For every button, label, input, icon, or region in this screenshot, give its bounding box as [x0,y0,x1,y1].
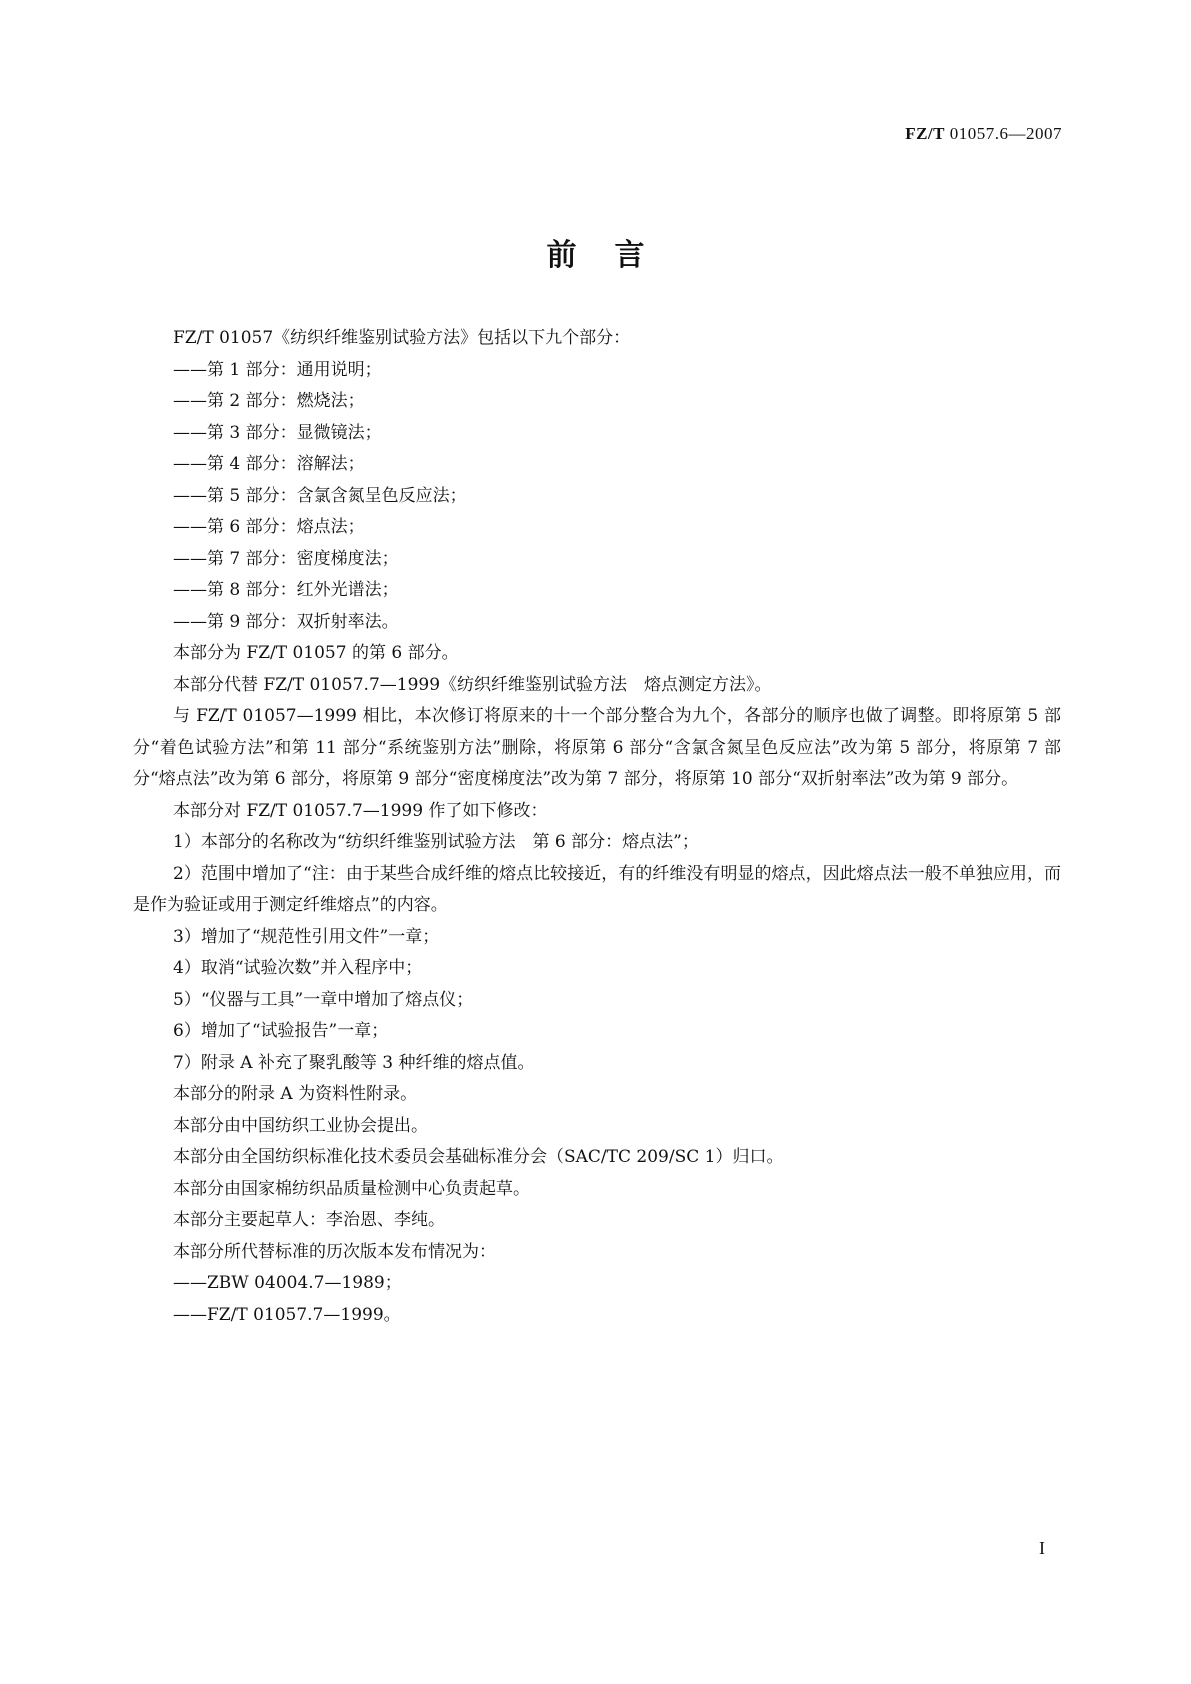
list-item-part-3: ——第 3 部分：显微镜法； [173,422,382,443]
list-item-part-2: ——第 2 部分：燃烧法； [173,391,365,411]
paragraph-proposer: 本部分由中国纺织工业协会提出。 [173,1115,428,1136]
list-item-part-9: ——第 9 部分：双折射率法。 [173,611,399,632]
paragraph-authors: 本部分主要起草人：李治恩、李纯。 [173,1210,445,1230]
paragraph-replaces: 本部分代替 FZ/T 01057.7—1999《纺织纤维鉴别试验方法 熔点测定方法》。 [173,674,772,695]
paragraph-drafter: 本部分由国家棉纺织品质量检测中心负责起草。 [173,1178,530,1199]
history-item-2: ——FZ/T 01057.7—1999。 [173,1304,401,1325]
modification-item-1: 1）本部分的名称改为“纺织纤维鉴别试验方法 第 6 部分：熔点法”； [173,832,699,852]
list-item-part-8: ——第 8 部分：红外光谱法； [173,580,399,600]
paragraph-modifications: 本部分对 FZ/T 01057.7—1999 作了如下修改： [173,800,548,821]
foreword-body [133,323,1061,1331]
list-item-part-4: ——第 4 部分：溶解法； [173,454,365,474]
document-code-prefix: FZ/T [905,124,945,143]
paragraph-comparison: 与 FZ/T 01057—1999 相比，本次修订将原来的十一个部分整合为九个，各部分的顺序也做了调整。即将原第 5 部分“着色试验方法”和第 11 部分“系统鉴别方法”删除，将原第 6 部分“含氯含氮呈色反应法”改为第 5 部分，将原第 7 部分“熔点法”改为第 6 部分，将原第 9 部分“密度梯度法”改为第 7 部分，将原第 10 部分“双折射率法”改为第 9 部分。 [133,706,1061,789]
modification-item-5: 5）“仪器与工具”一章中增加了熔点仪； [173,989,474,1010]
paragraph-committee: 本部分由全国纺织标准化技术委员会基础标准分会（SAC/TC 209/SC 1）归口。 [173,1147,784,1167]
modification-item-3: 3）增加了“规范性引用文件”一章； [173,926,440,947]
history-item-1: ——ZBW 04004.7—1989； [173,1273,402,1293]
list-item-part-6: ——第 6 部分：熔点法； [173,517,365,537]
list-item-part-5: ——第 5 部分：含氯含氮呈色反应法； [173,485,467,506]
modification-item-6: 6）增加了“试验报告”一章； [173,1021,389,1041]
paragraph-part-statement: 本部分为 FZ/T 01057 的第 6 部分。 [173,643,459,663]
modification-item-2: 2）范围中增加了“注：由于某些合成纤维的熔点比较接近，有的纤维没有明显的熔点，因此熔点法一般不单独应用，而是作为验证或用于测定纤维熔点”的内容。 [133,863,1061,915]
document-code [905,124,1062,144]
paragraph-intro: FZ/T 01057《纺织纤维鉴别试验方法》包括以下九个部分： [173,328,631,348]
list-item-part-7: ——第 7 部分：密度梯度法； [173,548,399,569]
document-code-number: 01057.6—2007 [945,124,1062,143]
paragraph-history: 本部分所代替标准的历次版本发布情况为： [173,1241,496,1262]
modification-item-4: 4）取消“试验次数”并入程序中； [173,958,423,978]
page-title: 前言 [546,238,683,273]
paragraph-annex: 本部分的附录 A 为资料性附录。 [173,1084,418,1104]
list-item-part-1: ——第 1 部分：通用说明； [173,359,382,380]
modification-item-7: 7）附录 A 补充了聚乳酸等 3 种纤维的熔点值。 [173,1052,535,1073]
page-number: I [1039,1538,1045,1558]
